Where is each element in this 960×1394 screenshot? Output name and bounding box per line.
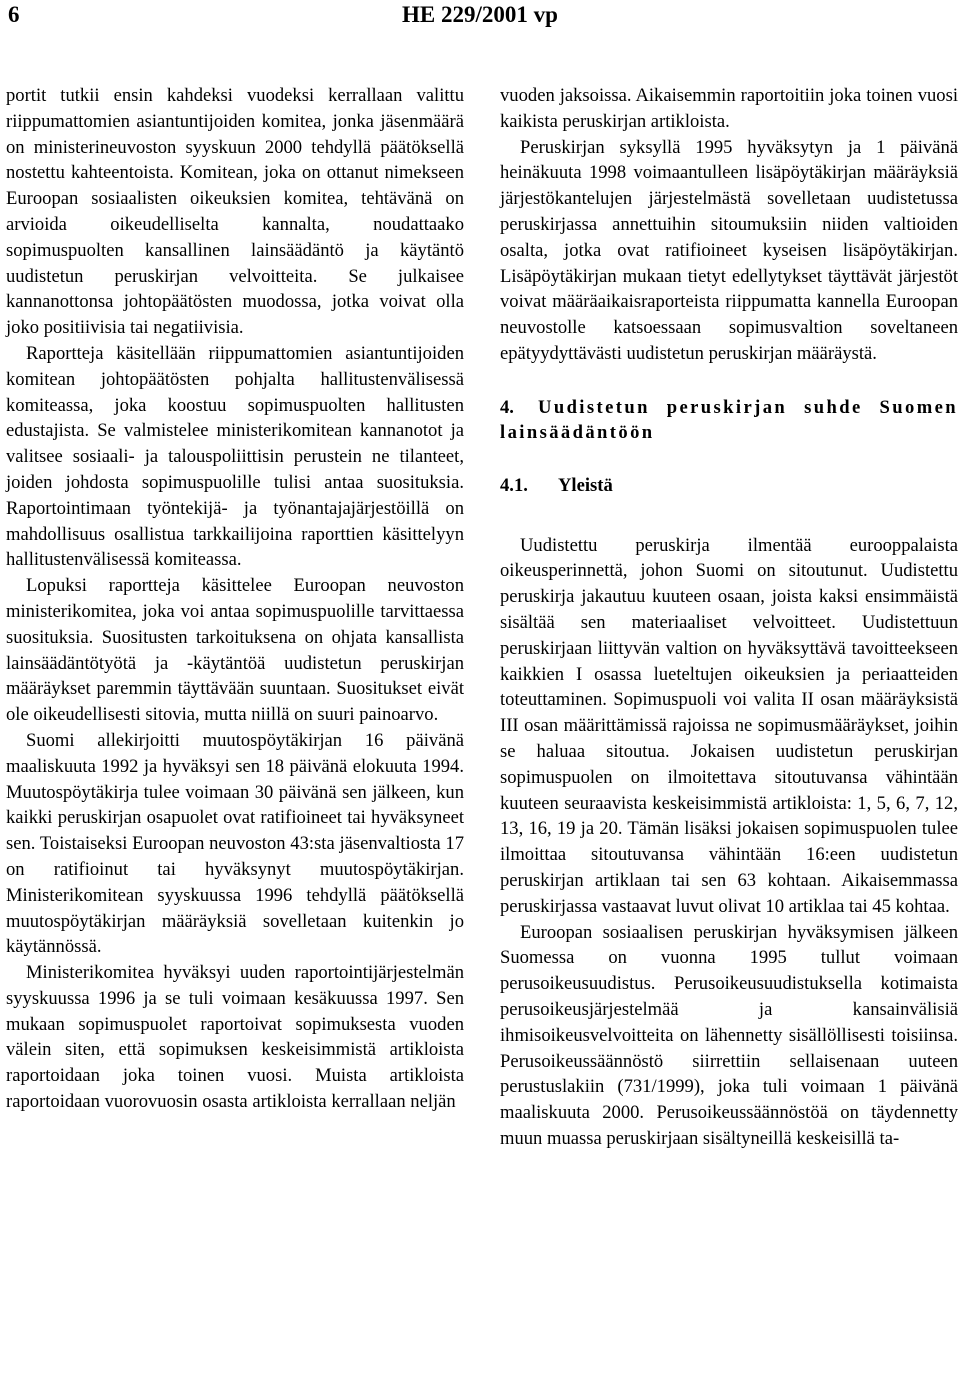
paragraph: Euroopan sosiaalisen peruskirjan hyväksymisen jälkeen Suomessa on vuonna 1995 tullut voimaan perusoikeusuudistus. Perusoikeusuudistuksella kotimaista perusoikeusjärjestelmää ja kansainvälisiä ihmisoikeusvelvoitteita on lähennetty sisällöllisesti toisiinsa. Perusoikeussäännöstö siirrettiin sellaisenaan uuteen perustuslakiin (731/1999), joka tuli voimaan 1 päivänä maaliskuuta 2000. Perusoikeussäännöstöä on täydennetty muun muassa peruskirjaan sisältyneillä keskeisillä ta- xyxy=(500,921,958,1149)
paragraph: vuoden jaksoissa. Aikaisemmin raportoitiin joka toinen vuosi kaikista peruskirjan artikloista. xyxy=(500,85,958,132)
page-header xyxy=(0,0,960,34)
page-number: 6 xyxy=(8,2,20,27)
paragraph: Lopuksi raportteja käsittelee Euroopan neuvoston ministerikomitea, joka voi antaa sopimuspuolille tarvittaessa suosituksia. Suositusten tarkoituksena on ohjata kansallista lainsäädäntötyötä ja -käytäntöä uudistetun peruskirjan määräykset paremmin täyttävään suuntaan. Suositukset eivät ole oikeudellisesti sitovia, mutta niillä on suuri painoarvo. xyxy=(6,575,464,726)
subsection-heading xyxy=(500,473,958,499)
section-number: 4. xyxy=(500,396,514,418)
subsection-title: Yleistä xyxy=(558,474,613,496)
paragraph: Peruskirjan syksyllä 1995 hyväksytyn ja 1 päivänä heinäkuuta 1998 voimaantulleen lisäpöytäkirjan määräyksiä järjestökantelujen järjestelmästä sovelletaan uudistetussa peruskirjassa annettuihin sitoumuksiin niiden valtioiden osalta, jotka ovat ratifioineet kyseisen lisäpöytäkirjan. Lisäpöytäkirjan mukaan tietyt edellytykset täyttävät järjestöt voivat määräaikaisraporteista riippumatta kannella Euroopan neuvostolle katsoessaan sopimusvaltion soveltaneen epätyydyttävästi uudistetun peruskirjan määräystä. xyxy=(500,136,958,364)
paragraph: Suomi allekirjoitti muutospöytäkirjan 16 päivänä maaliskuuta 1992 ja hyväksyi sen 18 päivänä elokuuta 1994. Muutospöytäkirja tulee voimaan 30 päivänä sen jälkeen, kun kaikki peruskirjan osapuolet ovat ratifioineet tai hyväksyneet sen. Toistaiseksi Euroopan neuvoston 43:sta jäsenvaltiosta 17 on ratifioinut tai hyväksynyt muutospöytäkirjan. Ministerikomitean syyskuussa 1996 tehdyllä päätöksellä muutospöytäkirjan määräyksiä sovelletaan kuitenkin jo käytännössä. xyxy=(6,729,464,958)
left-column xyxy=(6,83,464,1115)
paragraph: portit tutkii ensin kahdeksi vuodeksi kerrallaan valittu riippumattomien asiantuntijoiden komitea, jonka jäsenmäärä on ministerineuvoston syyskuun 2000 tehdyllä päätöksellä nostettu kahteentoista. Komitean, joka on ottanut nimekseen Euroopan sosiaalisten oikeuksien komitea, tehtävänä on arvioida oikeudelliselta kannalta, noudattaako sopimuspuolten kansallinen lainsäädäntö ja käytäntö uudistetun peruskirjan velvoitteita. Se julkaisee kannanottonsa johtopäätösten muodossa, jotka voivat olla joko positiivisia tai negatiivisia. xyxy=(6,85,464,339)
paragraph: Uudistettu peruskirja ilmentää eurooppalaista oikeusperinnettä, johon Suomi on sitoutunut. Uudistettu peruskirja jakautuu kuuteen osaan, joista kaksi ensimmäistä sisältää sen materiaaliset velvoitteet. Uudistettuun peruskirjaan liittyvän valtion on hyväksyttävä tavoitteekseen kaikkien I osassa lueteltujen oikeuksien ja periaatteiden toteuttaminen. Sopimuspuoli voi valita II osan määräyksistä III osan määrittämissä rajoissa ne sopimusmääräykset, joihin se haluaa sitoutua. Jokaisen uudistetun peruskirjan sopimuspuolen on ilmoitettava sitoutuvansa vähintään kuuteen seuraavista keskeisimmistä artikloista: 1, 5, 6, 7, 12, 13, 16, 19 ja 20. Tämän lisäksi jokaisen sopimuspuolen tulee ilmoittaa sitoutuvansa vähintään 16:een uudistetun peruskirjan artiklaan tai sen 63 kohtaan. Aikaisemmassa peruskirjassa vastaavat luvut olivat 10 artiklaa tai 45 kohtaa. xyxy=(500,534,958,917)
section-heading xyxy=(500,395,958,445)
right-column xyxy=(500,83,958,1152)
section-title: Uudistetun peruskirjan suhde Suomen lainsäädäntöön xyxy=(500,396,958,443)
document-id: HE 229/2001 vp xyxy=(402,2,558,27)
paragraph: Ministerikomitea hyväksyi uuden raportointijärjestelmän syyskuussa 1996 ja se tuli voimaan kesäkuussa 1997. Sen mukaan sopimuspuolet raportoivat sopimuksesta vuoden välein siten, että sopimuksen keskeisimmistä artikloista raportoidaan joka toinen vuosi. Muista artikloista raportoidaan vuorovuosin osasta artikloista kerrallaan neljän xyxy=(6,962,464,1113)
paragraph: Raportteja käsitellään riippumattomien asiantuntijoiden komitean johtopäätösten pohjalta hallitustenvälisessä komiteassa, joka koostuu sopimuspuolten hallitusten edustajista. Se valmistelee ministerikomitean kannanotot ja valitsee sosiaali- ja talouspoliittisin perustein ne tilanteet, joiden johdosta sopimuspuolille tulisi antaa suosituksia. Raportointimaan työntekijä- ja työnantajajärjestöillä on mahdollisuus osallistua tarkkailijoina raporttien käsittelyyn hallitustenvälisessä komiteassa. xyxy=(6,342,464,571)
subsection-number: 4.1. xyxy=(500,474,528,496)
